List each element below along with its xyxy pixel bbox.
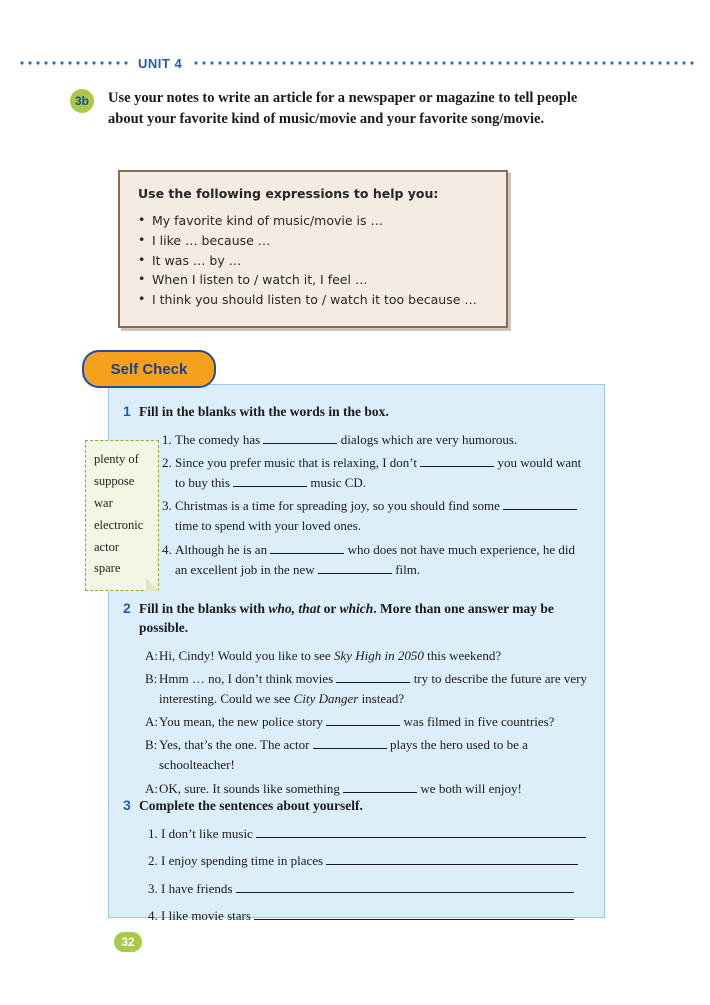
- dialogue-speaker: A:: [145, 780, 158, 796]
- exercise-1: [123, 403, 590, 583]
- answer-blank[interactable]: [326, 725, 400, 726]
- self-check-panel: [108, 384, 605, 924]
- exercise-3: [123, 797, 590, 934]
- answer-blank[interactable]: [270, 553, 344, 554]
- answer-blank[interactable]: [420, 466, 494, 467]
- self-check-heading: [82, 350, 216, 388]
- dialogue-speaker: A:: [145, 714, 158, 730]
- list-item: • I think you should listen to / watch it too because …: [138, 290, 488, 310]
- dialogue-line: [145, 712, 590, 732]
- exercise-2: [123, 600, 590, 802]
- list-item: [161, 879, 590, 899]
- answer-blank[interactable]: [313, 748, 387, 749]
- dialogue-speaker: B:: [145, 737, 158, 753]
- dialogue-line: [145, 735, 590, 775]
- exercise-1-questions: [123, 430, 590, 580]
- list-item: • My favorite kind of music/movie is …: [138, 211, 488, 231]
- dialogue-line: [145, 779, 590, 799]
- exercise-3-number: 3: [123, 797, 131, 813]
- list-item: 3. Christmas is a time for spreading joy, so you should find some time to spend with your loved ones.: [175, 496, 590, 536]
- exercise-2-number: 2: [123, 600, 131, 616]
- dialogue-text-after: this weekend?: [423, 647, 502, 663]
- self-check-label: Self Check: [110, 360, 188, 378]
- answer-blank[interactable]: [318, 573, 392, 574]
- sentence-text: I have friends: [161, 880, 233, 896]
- word-bank-item: spare: [94, 561, 121, 576]
- exercise-2-dialogue: [123, 646, 590, 799]
- word-bank-item: suppose: [94, 473, 135, 488]
- exercise-2-title-part1: Fill in the blanks with: [139, 601, 269, 616]
- header-dotted-rule-left: [18, 61, 128, 65]
- sentence-text: I enjoy spending time in places: [161, 853, 324, 869]
- expressions-box: [118, 170, 508, 328]
- sentence-text: I don’t like music: [161, 825, 253, 841]
- list-item: • It was … by …: [138, 251, 488, 271]
- answer-blank[interactable]: [233, 486, 307, 487]
- exercise-2-title-italic2: which: [339, 601, 374, 616]
- dialogue-speaker: B:: [145, 670, 158, 686]
- list-item: • I like … because …: [138, 231, 488, 251]
- word-bank-item: actor: [94, 539, 119, 554]
- word-bank-box: [85, 440, 159, 591]
- word-bank-item: electronic: [94, 517, 144, 532]
- exercise-1-number: 1: [123, 403, 131, 419]
- exercise-2-header: [123, 600, 590, 638]
- dialogue-text-before: OK, sure. It sounds like something we both will enjoy!: [159, 780, 522, 796]
- dialogue-text-before: Hmm … no, I don’t think movies try to describe the future are very interesting. Could we see: [159, 670, 587, 707]
- word-bank-item: plenty of: [94, 452, 139, 466]
- list-item: 4. Although he is an who does not have much experience, he did an excellent job in the new film.: [175, 540, 590, 580]
- unit-label: UNIT 4: [138, 55, 183, 71]
- dialogue-line: [145, 669, 590, 709]
- exercise-1-title: Fill in the blanks with the words in the box.: [139, 404, 389, 419]
- exercise-3-title: Complete the sentences about yourself.: [139, 798, 363, 813]
- dialogue-text-after: instead?: [358, 691, 405, 707]
- exercise-1-header: [123, 403, 590, 422]
- dialogue-text-before: You mean, the new police story was filmed in five countries?: [159, 714, 555, 730]
- list-item: [161, 906, 590, 926]
- exercise-2-title-part2: or: [320, 601, 340, 616]
- header-dotted-rule-right: [192, 61, 696, 65]
- list-item: 2. Since you prefer music that is relaxing, I don’t you would want to buy this music CD.: [175, 453, 590, 493]
- exercise-3-questions: [123, 824, 590, 926]
- page-header: [18, 54, 696, 72]
- dialogue-text-before: Hi, Cindy! Would you like to see: [159, 647, 334, 663]
- list-item: [161, 824, 590, 844]
- answer-blank[interactable]: [503, 509, 577, 510]
- page-number: 32: [114, 932, 142, 952]
- answer-blank[interactable]: [326, 864, 578, 865]
- answer-blank[interactable]: [254, 919, 574, 920]
- exercise-2-title: [139, 600, 590, 638]
- expressions-box-title: Use the following expressions to help you:: [138, 186, 439, 201]
- dialogue-line: [145, 646, 590, 666]
- answer-blank[interactable]: [236, 892, 574, 893]
- exercise-3-header: [123, 797, 590, 816]
- dialogue-speaker: A:: [145, 647, 158, 663]
- task-3b-badge: 3b: [70, 89, 94, 113]
- answer-blank[interactable]: [256, 837, 586, 838]
- sentence-text: I like movie stars: [161, 908, 251, 924]
- exercise-2-title-italic1: who, that: [268, 601, 321, 616]
- task-3b: [70, 88, 630, 130]
- folded-corner-icon: [146, 578, 159, 591]
- list-item: 1. The comedy has dialogs which are very humorous.: [175, 430, 590, 450]
- dialogue-title-italic: City Danger: [293, 691, 359, 707]
- list-item: [161, 851, 590, 871]
- expressions-list: [138, 211, 488, 310]
- task-3b-instruction: Use your notes to write an article for a newspaper or magazine to tell people about your favorite kind of music/movie and your favorite song/movie.: [108, 90, 578, 128]
- answer-blank[interactable]: [263, 443, 337, 444]
- dialogue-text-before: Yes, that’s the one. The actor plays the hero used to be a schoolteacher!: [159, 737, 528, 773]
- dialogue-title-italic: Sky High in 2050: [333, 647, 424, 663]
- word-bank-item: war: [94, 495, 113, 510]
- answer-blank[interactable]: [336, 682, 410, 683]
- list-item: • When I listen to / watch it, I feel …: [138, 270, 488, 290]
- answer-blank[interactable]: [343, 792, 417, 793]
- exercise-2-title-part3: . More than one answer may be possible.: [139, 601, 554, 635]
